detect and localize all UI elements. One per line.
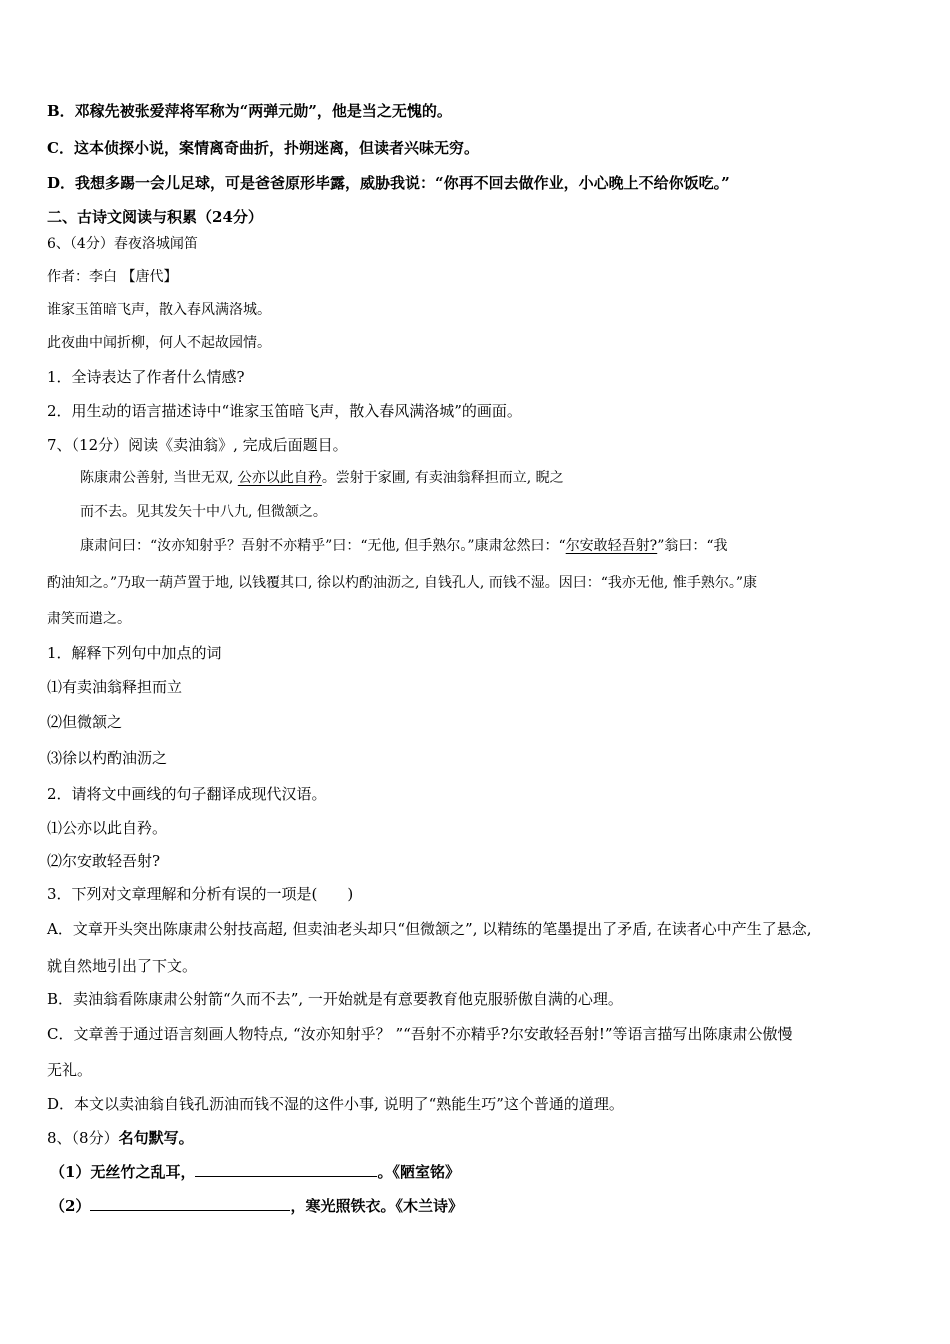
q7-passage-p2-line-3: 肃笑而遣之。 xyxy=(47,611,131,627)
q7-option-a-line-1: A．文章开头突出陈康肃公射技高超, 但卖油老头却只“但微颔之”, 以精练的笔墨提出了矛盾, 在读者心中产生了悬念, xyxy=(47,920,812,938)
q6-subquestion-1: 1．全诗表达了作者什么情感? xyxy=(47,368,245,386)
q6-author: 作者：李白 【唐代】 xyxy=(47,269,178,285)
q7-sub2-item-2: ⑵尔安敢轻吾射? xyxy=(47,852,161,870)
q7-sub1-item-2: ⑵但微颔之 xyxy=(47,713,123,731)
answer-blank-1[interactable] xyxy=(195,1162,377,1177)
underlined-sentence-2: 尔安敢轻吾射? xyxy=(565,538,658,554)
q6-poem-line-2: 此夜曲中闻折柳，何人不起故园情。 xyxy=(47,335,271,351)
section-2-title: 二、古诗文阅读与积累（24分） xyxy=(47,208,263,226)
q7-passage-p1-line-1 xyxy=(80,468,564,488)
q7-header: 7、（12分）阅读《卖油翁》, 完成后面题目。 xyxy=(47,436,348,454)
q7-option-d: D．本文以卖油翁自钱孔沥油而钱不湿的这件小事, 说明了“熟能生巧”这个普通的道理。 xyxy=(47,1095,624,1113)
q5-option-c: C．这本侦探小说，案情离奇曲折，扑朔迷离，但读者兴味无穷。 xyxy=(47,139,479,157)
answer-blank-2[interactable] xyxy=(90,1196,290,1211)
q6-poem-line-1: 谁家玉笛暗飞声，散入春风满洛城。 xyxy=(47,302,271,318)
q7-passage-p1-line-2: 而不去。见其发矢十中八九, 但微颔之。 xyxy=(80,504,327,520)
passage-text: 。尝射于家圃, 有卖油翁释担而立, 睨之 xyxy=(321,470,564,486)
q8-item-2-source: ，寒光照铁衣。《木兰诗》 xyxy=(290,1197,463,1215)
q7-option-c-line-1: C．文章善于通过语言刻画人物特点, “汝亦知射乎？ ”“吾射不亦精乎?尔安敢轻吾射!”等语言描写出陈康肃公傲慢 xyxy=(47,1025,793,1043)
passage-text: ”翁曰：“我 xyxy=(657,538,728,554)
q8-item-1-source: 。《陋室铭》 xyxy=(377,1163,460,1181)
q7-option-b: B．卖油翁看陈康肃公射箭“久而不去”, 一开始就是有意要教育他克服骄傲自满的心理。 xyxy=(47,990,623,1008)
q8-item-1 xyxy=(50,1162,460,1182)
q8-item-1-text: （1）无丝竹之乱耳， xyxy=(50,1163,196,1181)
q5-option-b: B．邓稼先被张爱萍将军称为“两弹元勋”，他是当之无愧的。 xyxy=(47,102,452,120)
q7-option-a-line-2: 就自然地引出了下文。 xyxy=(47,957,198,975)
q8-item-2 xyxy=(50,1196,463,1216)
q6-header: 6、（4分）春夜洛城闻笛 xyxy=(47,236,198,252)
q8-instruction: 名句默写。 xyxy=(118,1129,194,1147)
q7-sub1-item-3: ⑶徐以杓酌油沥之 xyxy=(47,749,168,767)
q8-points: 8、（8分） xyxy=(47,1129,119,1147)
q6-subquestion-2: 2．用生动的语言描述诗中“谁家玉笛暗飞声，散入春风满洛城”的画面。 xyxy=(47,402,522,420)
q7-subquestion-1: 1．解释下列句中加点的词 xyxy=(47,644,222,662)
q7-passage-p2-line-1 xyxy=(80,536,728,556)
q7-passage-p2-line-2: 酌油知之。”乃取一葫芦置于地, 以钱覆其口, 徐以杓酌油沥之, 自钱孔人, 而钱不湿。因曰：“我亦无他, 惟手熟尔。”康 xyxy=(47,575,757,591)
q7-subquestion-3: 3．下列对文章理解和分析有误的一项是( ) xyxy=(47,885,354,903)
passage-text: 陈康肃公善射, 当世无双, xyxy=(80,470,238,486)
q8-item-2-text: （2） xyxy=(50,1197,91,1215)
q5-option-d: D．我想多踢一会儿足球，可是爸爸原形毕露，威胁我说：“你再不回去做作业，小心晚上不给你饭吃。” xyxy=(47,174,730,192)
q7-sub2-item-1: ⑴公亦以此自矜。 xyxy=(47,819,168,837)
q7-option-c-line-2: 无礼。 xyxy=(47,1061,93,1079)
q7-subquestion-2: 2．请将文中画线的句子翻译成现代汉语。 xyxy=(47,785,327,803)
passage-text: 康肃问曰：“汝亦知射乎？吾射不亦精乎”曰：“无他, 但手熟尔。”康肃忿然曰：“ xyxy=(80,538,566,554)
q7-sub1-item-1: ⑴有卖油翁释担而立 xyxy=(47,678,183,696)
q8-header xyxy=(47,1128,194,1148)
underlined-sentence-1: 公亦以此自矜 xyxy=(237,470,322,486)
